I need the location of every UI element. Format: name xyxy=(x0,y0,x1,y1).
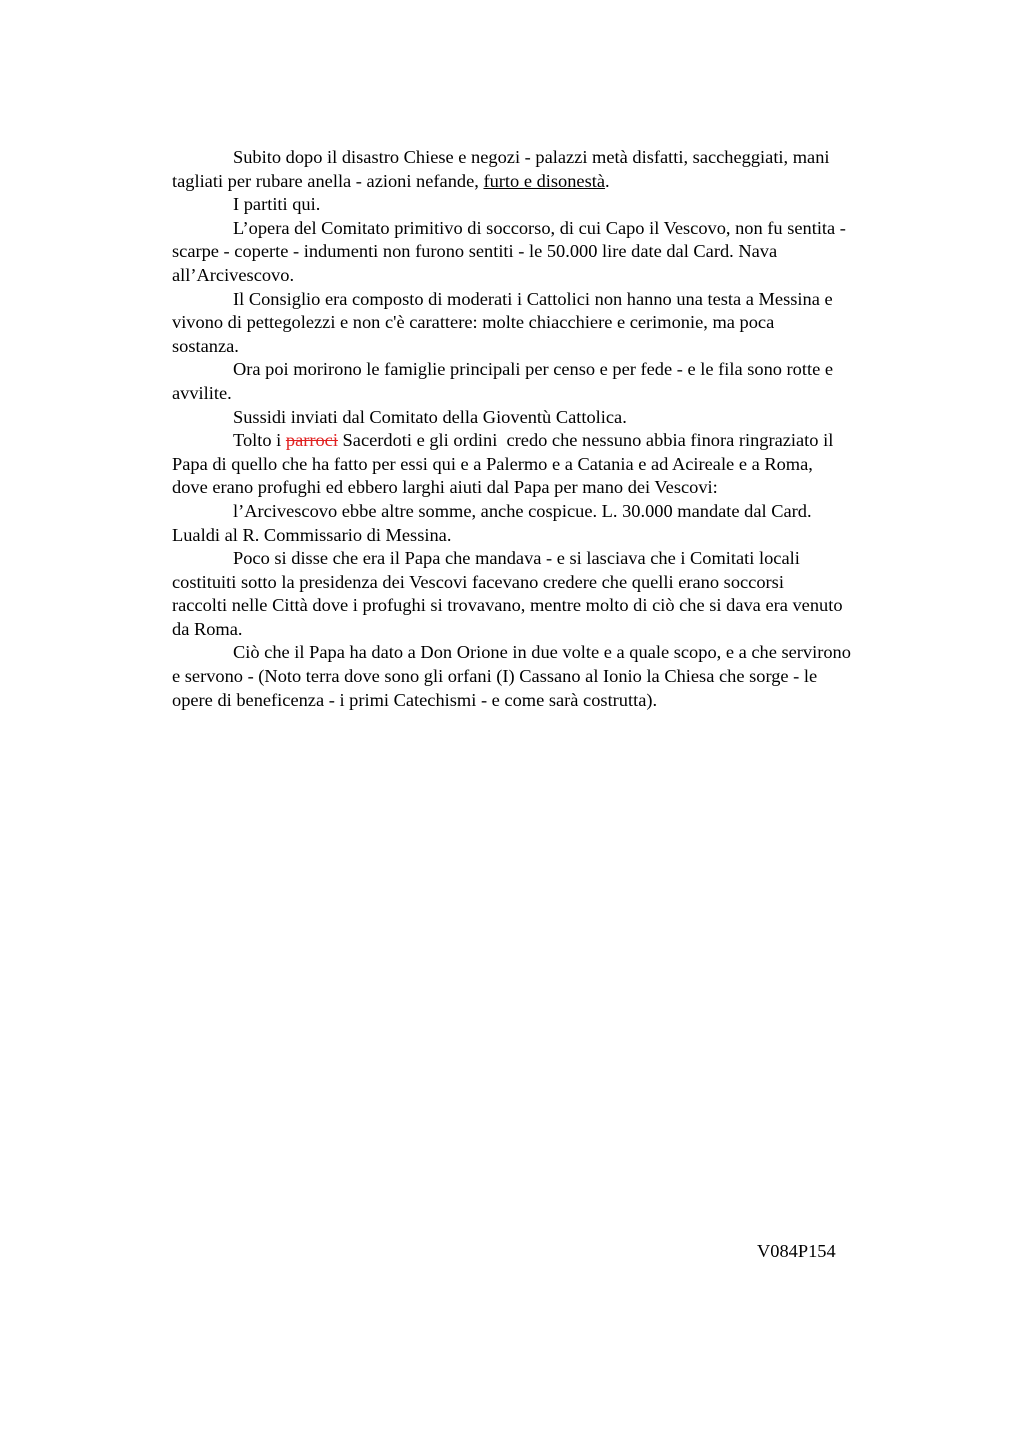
paragraph-archbishop xyxy=(172,500,928,547)
paragraph-committee xyxy=(172,217,928,288)
text-segment: Tolto i xyxy=(233,430,286,451)
underlined-text: furto e disonestà xyxy=(483,170,606,191)
text-line: Poco si disse che era il Papa che mandava - e si lasciava che i Comitati locali xyxy=(233,548,800,569)
paragraph-families xyxy=(172,358,928,405)
text-line: opere di beneficenza - i primi Catechismi - e come sarà costrutta). xyxy=(172,689,658,710)
text-line: l’Arcivescovo ebbe altre somme, anche cospicue. L. 30.000 mandate dal Card. xyxy=(233,500,812,521)
text-line: scarpe - coperte - indumenti non furono sentiti - le 50.000 lire date dal Card. Nava xyxy=(172,241,778,262)
text-line: all’Arcivescovo. xyxy=(172,264,295,285)
text-line xyxy=(172,429,928,453)
text-line: da Roma. xyxy=(172,618,243,639)
text-line: Il Consiglio era composto di moderati i Cattolici non hanno una testa a Messina e xyxy=(233,288,833,309)
text-line: vivono di pettegolezzi e non c'è carattere: molte chiacchiere e cerimonie, ma poca xyxy=(172,312,775,333)
paragraph-pope-sending xyxy=(172,547,928,641)
text-line: avvilite. xyxy=(172,382,232,403)
paragraph-disaster xyxy=(172,146,928,193)
text-segment: . xyxy=(605,170,610,191)
deleted-text: parroci xyxy=(285,430,338,451)
text-line xyxy=(172,170,928,194)
paragraph-don-orione xyxy=(172,641,928,712)
text-line: dove erano profughi ed ebbero larghi aiuti dal Papa per mano dei Vescovi: xyxy=(172,477,718,498)
page-code: V084P154 xyxy=(757,1241,836,1261)
text-segment: Sacerdoti e gli ordini credo che nessuno abbia finora ringraziato il xyxy=(337,430,834,451)
text-line: Lualdi al R. Commissario di Messina. xyxy=(172,524,452,545)
paragraph-council xyxy=(172,288,928,359)
document-body xyxy=(172,146,928,712)
text-line: costituiti sotto la presidenza dei Vescovi facevano credere che quelli erano soccorsi xyxy=(172,571,784,592)
paragraph-thanks xyxy=(172,429,928,500)
text-segment: tagliati per rubare anella - azioni nefande, xyxy=(172,170,484,191)
text-line: L’opera del Comitato primitivo di soccorso, di cui Capo il Vescovo, non fu sentita - xyxy=(233,217,846,238)
text-line: Subito dopo il disastro Chiese e negozi - palazzi metà disfatti, saccheggiati, mani xyxy=(233,147,830,167)
text-line: Sussidi inviati dal Comitato della Gioventù Cattolica. xyxy=(233,406,627,427)
paragraph-parties xyxy=(172,193,928,217)
text-line: I partiti qui. xyxy=(233,194,321,215)
text-line: Ciò che il Papa ha dato a Don Orione in due volte e a quale scopo, e a che servirono xyxy=(233,642,851,663)
text-line: raccolti nelle Città dove i profughi si trovavano, mentre molto di ciò che si dava era venuto xyxy=(172,595,843,616)
text-line: Ora poi morirono le famiglie principali per censo e per fede - e le fila sono rotte e xyxy=(233,359,834,380)
text-line: e servono - (Noto terra dove sono gli orfani (I) Cassano al Ionio la Chiesa che sorge - le xyxy=(172,666,818,687)
paragraph-subsidies xyxy=(172,406,928,430)
text-line: sostanza. xyxy=(172,335,239,356)
text-line: Papa di quello che ha fatto per essi qui e a Palermo e a Catania e ad Acireale e a Roma, xyxy=(172,453,813,474)
